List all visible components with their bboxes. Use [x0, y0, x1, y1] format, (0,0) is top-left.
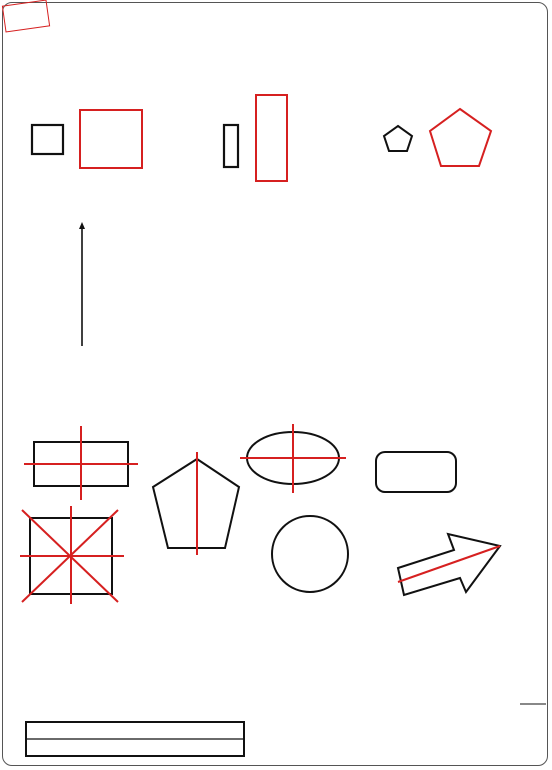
task1-shapes	[32, 95, 491, 181]
y-axis-arrow	[79, 222, 85, 229]
grade-table	[26, 722, 244, 756]
small-pentagon	[384, 126, 412, 151]
doubled-pentagon	[430, 109, 491, 166]
small-square	[32, 125, 63, 154]
stamp-box	[2, 0, 49, 32]
doubled-square	[80, 110, 142, 168]
rounded-rectangle-shape	[376, 452, 456, 492]
small-rectangle	[224, 125, 238, 167]
task3-shapes	[20, 424, 500, 604]
circle-shape	[272, 516, 348, 592]
doubled-rectangle	[256, 95, 287, 181]
